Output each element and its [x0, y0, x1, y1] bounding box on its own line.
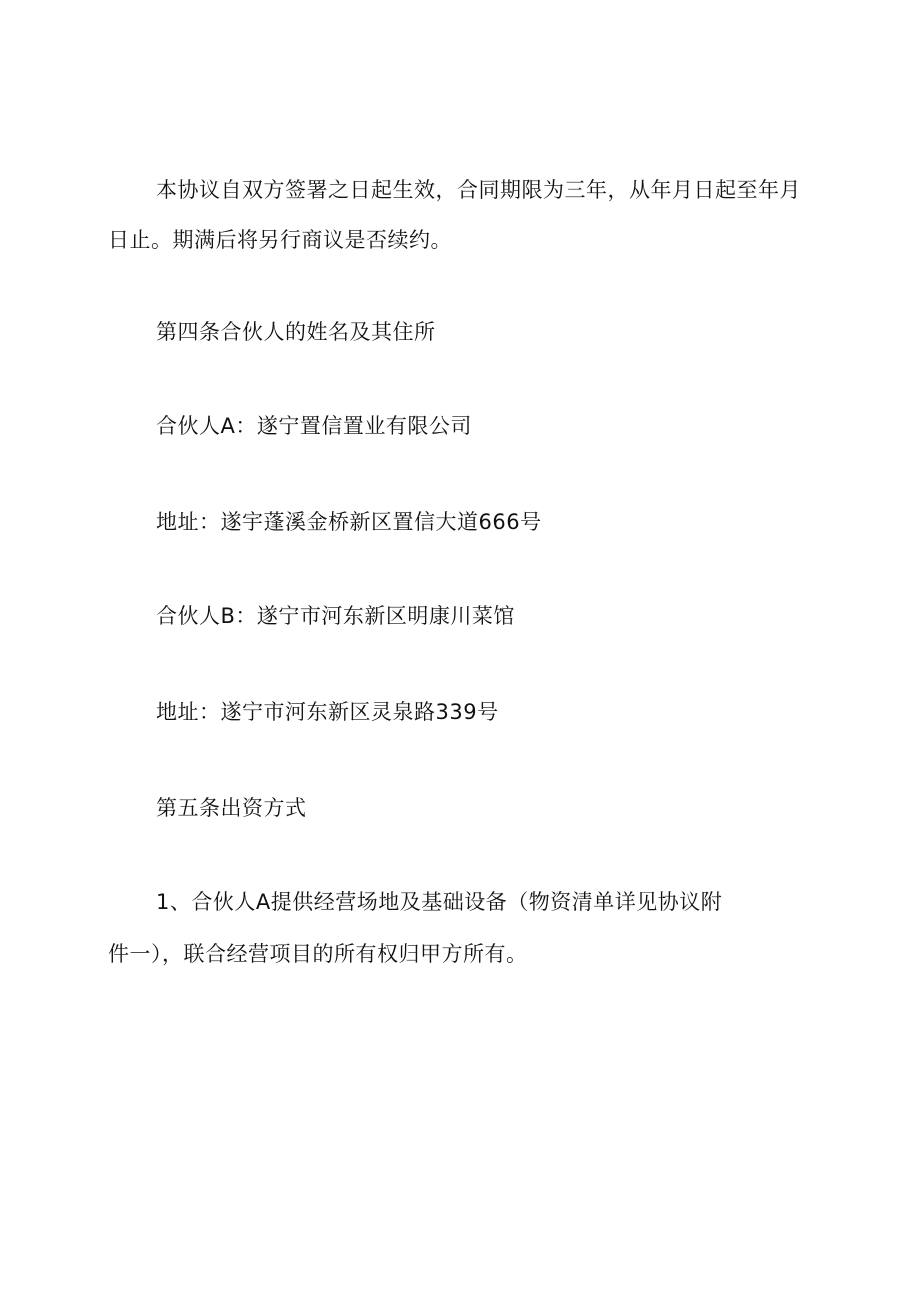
article-5-heading: 第五条出资方式	[156, 796, 307, 820]
item-1-line-1: 1、合伙人A提供经营场地及基础设备（物资清单详见协议附	[156, 890, 723, 914]
paragraph-term-line-1: 本协议自双方签署之日起生效，合同期限为三年，从年月日起至年月	[156, 178, 801, 202]
partner-b-address: 地址：遂宁市河东新区灵泉路339号	[156, 700, 499, 724]
partner-b-name: 合伙人B：遂宁市河东新区明康川菜馆	[156, 604, 515, 628]
partner-a-address: 地址：遂宇蓬溪金桥新区置信大道666号	[156, 510, 542, 534]
item-1-line-2: 件一），联合经营项目的所有权归甲方所有。	[108, 942, 528, 966]
paragraph-term-line-2: 日止。期满后将另行商议是否续约。	[108, 228, 452, 252]
article-4-heading: 第四条合伙人的姓名及其住所	[156, 320, 436, 344]
partner-a-name: 合伙人A：遂宁置信置业有限公司	[156, 414, 472, 438]
